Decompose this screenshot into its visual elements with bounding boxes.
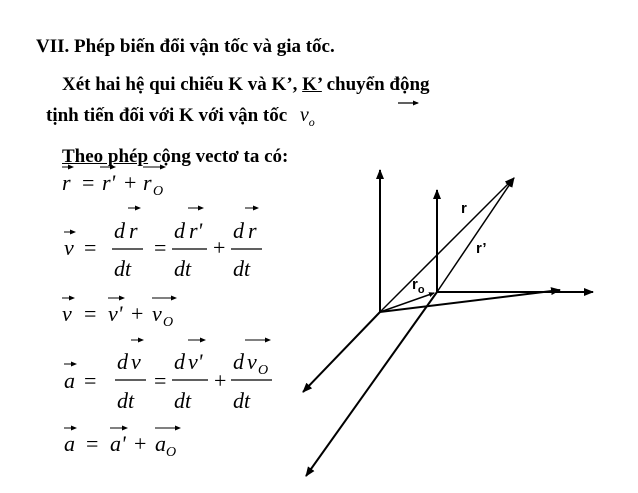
svg-text:dt: dt [174, 256, 192, 281]
svg-text:v': v' [188, 349, 203, 374]
svg-text:a': a' [110, 431, 126, 456]
theo-rest: cộng vectơ ta có: [148, 146, 289, 167]
svg-text:d: d [117, 349, 128, 374]
svg-text:r: r [143, 170, 152, 195]
section-title: VII. Phép biến đổi vận tốc và gia tốc. [36, 36, 335, 57]
velocity-symbol: v [299, 104, 309, 126]
svg-text:v: v [247, 349, 257, 374]
svg-text:a: a [155, 431, 166, 456]
theo-underlined: Theo phép [62, 146, 149, 167]
vector-r-prime [437, 178, 514, 292]
svg-text:d: d [174, 349, 185, 374]
svg-text:O: O [163, 315, 174, 330]
svg-text:v: v [62, 301, 72, 326]
svg-text:=: = [84, 368, 97, 393]
svg-text:+: + [124, 170, 137, 195]
svg-text:+: + [214, 368, 227, 393]
svg-text:r: r [62, 170, 71, 195]
svg-text:d: d [233, 218, 244, 243]
svg-text:d: d [174, 218, 185, 243]
svg-text:d: d [114, 218, 125, 243]
svg-text:dt: dt [114, 256, 132, 281]
label-r-prime: r’ [476, 240, 487, 257]
svg-text:dt: dt [233, 256, 251, 281]
svg-text:O: O [166, 445, 177, 460]
svg-text:v': v' [108, 301, 123, 326]
label-r: r [461, 200, 467, 217]
svg-text:d: d [233, 349, 244, 374]
svg-text:+: + [134, 431, 147, 456]
svg-text:v: v [131, 349, 141, 374]
svg-text:+: + [213, 235, 226, 260]
equation-position [62, 167, 165, 199]
svg-text:a: a [64, 431, 75, 456]
equation-acceleration-derivative [64, 340, 272, 413]
intro-line-1-before: Xét hai hệ qui chiếu K và K’, [62, 74, 303, 95]
velocity-subscript: o [308, 115, 315, 129]
svg-text:a: a [64, 368, 75, 393]
svg-text:=: = [82, 170, 95, 195]
frame-k-axes [303, 170, 560, 392]
svg-text:dt: dt [117, 388, 135, 413]
intro-line-1-after: chuyển động [321, 74, 430, 95]
intro-line-1-k-prime: K’ [302, 74, 322, 95]
svg-text:dt: dt [233, 388, 251, 413]
equation-velocity-sum [62, 298, 176, 330]
svg-text:=: = [154, 235, 167, 260]
svg-text:r': r' [102, 170, 116, 195]
intro-line-2-text: tịnh tiến đối với K với vận tốc [46, 105, 288, 126]
label-r-o [412, 276, 425, 296]
svg-text:dt: dt [174, 388, 192, 413]
frame-k-horizontal-axis [380, 290, 560, 312]
svg-text:=: = [86, 431, 99, 456]
label-r-o-base: r [412, 276, 418, 293]
svg-text:=: = [154, 368, 167, 393]
svg-text:r: r [248, 218, 257, 243]
svg-text:+: + [131, 301, 144, 326]
svg-text:r: r [129, 218, 138, 243]
label-r-o-sub: o [417, 284, 425, 296]
svg-text:v: v [152, 301, 162, 326]
frame-k-depth-axis [303, 312, 380, 392]
svg-text:v: v [64, 235, 74, 260]
svg-text:=: = [84, 235, 97, 260]
equation-velocity-derivative [64, 208, 262, 281]
svg-text:O: O [153, 184, 164, 199]
svg-text:=: = [84, 301, 97, 326]
svg-text:O: O [258, 363, 269, 378]
frame-k-prime-axes [306, 190, 593, 476]
equation-acceleration-sum [64, 428, 180, 460]
svg-text:r': r' [189, 218, 203, 243]
